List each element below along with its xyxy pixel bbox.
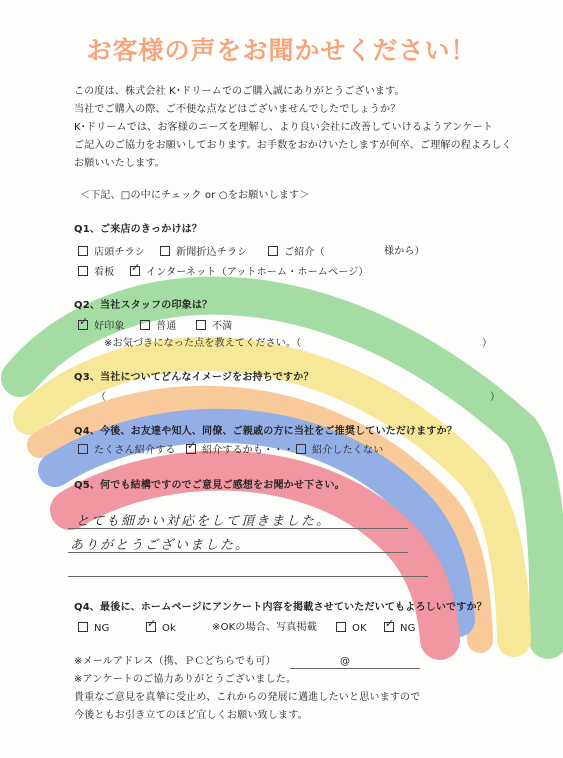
q6-label: Q4、最後に、ホームページにアンケート内容を掲載させていただいてもよろしいですか？ [74, 602, 487, 613]
q1-sign-checkbox[interactable] [78, 266, 88, 276]
q1-option-newspaper[interactable]: 新聞折込チラシ [160, 246, 247, 259]
q3-paren-open: （ [96, 392, 107, 403]
q1-referral-checkbox[interactable] [268, 246, 278, 256]
q1-option-flyer[interactable]: 店頭チラシ [78, 246, 145, 259]
q4-no-checkbox[interactable] [296, 444, 306, 454]
q2-option-good[interactable]: ✓ 好印象 [79, 315, 125, 332]
q1-label: Q1、ご来店のきっかけは？ [74, 224, 203, 235]
q6-photo-ng[interactable]: ✓ NG [385, 617, 416, 634]
checkmark-icon: ✓ [187, 439, 197, 452]
intro-line-2: 当社でご購入の際、ご不便な点などはございませんでしたでしょうか？ [74, 104, 401, 115]
q5-label: Q5、何でも結構ですのでご意見ご感想をお聞かせ下さい。 [74, 480, 345, 491]
answer-line-3 [68, 576, 428, 577]
q2-option-bad[interactable]: 不満 [196, 320, 232, 333]
q6-photo-ok[interactable]: OK [336, 622, 367, 635]
intro-line-3: K･ドリームでは、お客様のニーズを理解し、より良い会社に改善していけるようアンケート [74, 122, 493, 133]
q1-option-referral[interactable]: ご紹介（ [268, 246, 325, 259]
q4-maybe-checkbox[interactable] [186, 439, 197, 454]
intro-line-5: お願いいたします。 [74, 158, 165, 169]
q6-photo-label: ※OKの場合、写真掲載 [212, 622, 318, 633]
q4-option-many[interactable]: たくさん紹介する [78, 444, 176, 457]
q2-bad-checkbox[interactable] [196, 320, 206, 330]
email-underline[interactable] [290, 668, 420, 669]
q2-option-normal[interactable]: 普通 [140, 320, 176, 333]
q4-option-no[interactable]: 紹介したくない [296, 444, 383, 457]
q2-note: ※お気づきになった点を教えてください。（ [104, 338, 302, 349]
closing-line-1: 貴重なご意見を真摯に受止め、これからの発展に邁進したいと思いますので [74, 692, 421, 703]
intro-line-4: ご記入のご協力をお願いしております。お手数をおかけいたしますが何卒、ご理解の程よろしく [74, 140, 512, 151]
q4-many-checkbox[interactable] [78, 444, 88, 454]
q6-option-ng[interactable]: NG [78, 622, 110, 635]
instruction-text: ＜下記、□の中にチェック or ○をお願いします＞ [80, 190, 310, 201]
page-title: お客様の声をお聞かせください！ [86, 36, 477, 65]
q1-newspaper-checkbox[interactable] [160, 246, 170, 256]
q4-label: Q4、今後、お友達や知人、同僚、ご親戚の方に当社をご推奨していただけますか？ [74, 426, 458, 437]
q1-internet-checkbox[interactable] [130, 261, 141, 276]
checkmark-icon: ✓ [131, 261, 141, 274]
q5-handwritten-answer-2[interactable]: ありがとうございました。 [70, 538, 251, 553]
q6-ng-checkbox[interactable] [78, 622, 88, 632]
q4-option-maybe[interactable]: ✓ 紹介するかも・・・ [187, 439, 294, 456]
q2-good-checkbox[interactable] [78, 315, 89, 330]
checkmark-icon: ✓ [79, 315, 89, 328]
closing-line-2: 今後ともお引き立てのほど宜しくお願い致します。 [74, 710, 308, 721]
checkmark-icon: ✓ [385, 617, 395, 630]
q1-option-internet[interactable]: ✓ インターネット（アットホーム・ホームページ） [131, 261, 369, 278]
q6-ok-checkbox[interactable] [146, 617, 157, 632]
q6-option-ok[interactable]: ✓ Ok [147, 617, 177, 634]
q1-referral-suffix: 様から） [384, 246, 425, 257]
q1-option-sign[interactable]: 看板 [78, 266, 114, 279]
checkmark-icon: ✓ [147, 617, 157, 630]
email-label: ※メールアドレス（携、ＰＣどちらでも可） [74, 656, 276, 667]
q1-flyer-checkbox[interactable] [78, 246, 88, 256]
intro-line-1: この度は、株式会社 K･ドリームでのご購入誠にありがとうございます。 [74, 86, 405, 97]
q3-label: Q3、当社についてどんなイメージをお持ちですか？ [74, 372, 314, 383]
q5-handwritten-answer-1[interactable]: とても細かい対応をして頂きました。 [76, 514, 332, 529]
q3-paren-close: ） [490, 392, 501, 403]
q2-label: Q2、当社スタッフの印象は？ [74, 300, 213, 311]
email-at-sign: @ [340, 656, 351, 667]
q2-normal-checkbox[interactable] [140, 320, 150, 330]
q6-photo-ng-checkbox[interactable] [384, 617, 395, 632]
q6-photo-ok-checkbox[interactable] [336, 622, 346, 632]
thanks-text: ※アンケートのご協力ありがとうございました。 [74, 674, 297, 685]
q2-note-close: ） [482, 338, 493, 349]
